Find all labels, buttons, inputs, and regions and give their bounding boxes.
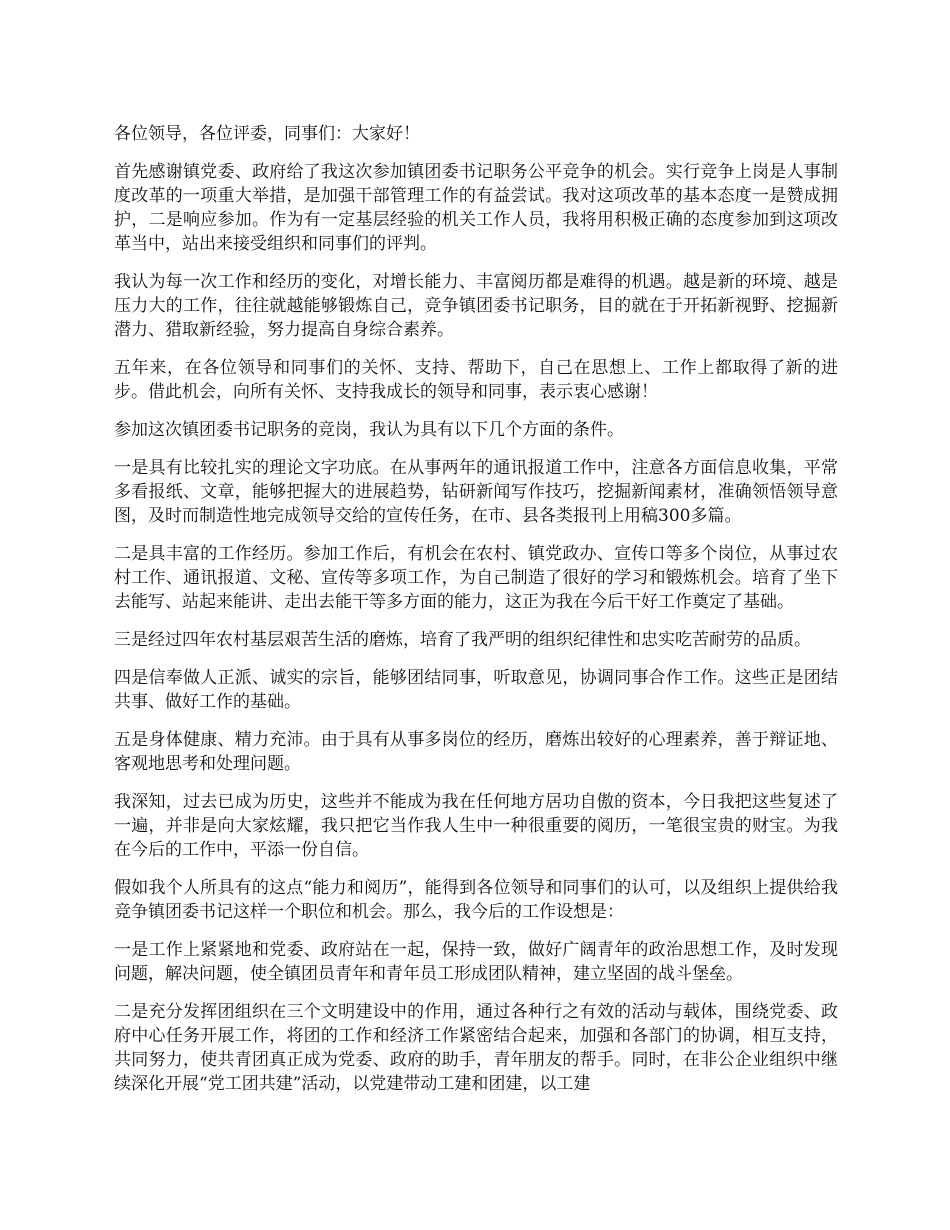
paragraph-condition-five: 五是身体健康、精力充沛。由于具有从事多岗位的经历，磨炼出较好的心理素养，善于辩证地、客观地思考和处理问题。	[114, 730, 838, 774]
paragraph-condition-three: 三是经过四年农村基层艰苦生活的磨炼，培育了我严明的组织纪律性和忠实吃苦耐劳的品质。	[114, 630, 811, 650]
paragraph-plan-one: 一是工作上紧紧地和党委、政府站在一起，保持一致，做好广阔青年的政治思想工作，及时发现问题，解决问题，使全镇团员青年和青年员工形成团队精神，建立坚固的战斗堡垒。	[114, 940, 838, 984]
paragraph-plans-intro: 假如我个人所具有的这点“能力和阅历”，能得到各位领导和同事们的认可，以及组织上提供给我竞争镇团委书记这样一个职位和机会。那么，我今后的工作设想是：	[114, 878, 838, 922]
paragraph-condition-one: 一是具有比较扎实的理论文字功底。在从事两年的通讯报道工作中，注意各方面信息收集，平常多看报纸、文章，能够把握大的进展趋势，钻研新闻写作技巧，挖掘新闻素材，准确领悟领导意图，及时而制造性地完成领导交给的宣传任务，在市、县各类报刊上用稿300多篇。	[114, 458, 838, 526]
paragraph-five-years: 五年来，在各位领导和同事们的关怀、支持、帮助下，自己在思想上、工作上都取得了新的进步。借此机会，向所有关怀、支持我成长的领导和同事，表示衷心感谢！	[114, 358, 838, 402]
paragraph-condition-four: 四是信奉做人正派、诚实的宗旨，能够团结同事，听取意见，协调同事合作工作。这些正是团结共事、做好工作的基础。	[114, 668, 838, 712]
paragraph-opportunity: 我认为每一次工作和经历的变化，对增长能力、丰富阅历都是难得的机遇。越是新的环境、越是压力大的工作，往往就越能够锻炼自己，竞争镇团委书记职务，目的就在于开拓新视野、挖掘新潜力、猎取新经验，努力提高自身综合素养。	[114, 272, 838, 340]
speech-document	[114, 122, 838, 1110]
paragraph-condition-two: 二是具丰富的工作经历。参加工作后，有机会在农村、镇党政办、宣传口等多个岗位，从事过农村工作、通讯报道、文秘、宣传等多项工作，为自己制造了很好的学习和锻炼机会。培育了坐下去能写、站起来能讲、走出去能干等多方面的能力，这正为我在今后干好工作奠定了基础。	[114, 544, 838, 612]
paragraph-conditions-intro: 参加这次镇团委书记职务的竞岗，我认为具有以下几个方面的条件。	[114, 420, 624, 440]
paragraph-plan-two: 二是充分发挥团组织在三个文明建设中的作用，通过各种行之有效的活动与载体，围绕党委、政府中心任务开展工作，将团的工作和经济工作紧密结合起来，加强和各部门的协调，相互支持，共同努力，使共青团真正成为党委、政府的助手，青年朋友的帮手。同时，在非公企业组织中继续深化开展“党工团共建”活动，以党建带动工建和团建，以工建	[114, 1002, 838, 1094]
paragraph-reflection: 我深知，过去已成为历史，这些并不能成为我在任何地方居功自傲的资本，今日我把这些复述了一遍，并非是向大家炫耀，我只把它当作我人生中一种很重要的阅历，一笔很宝贵的财宝。为我在今后的工作中，平添一份自信。	[114, 792, 838, 860]
paragraph-gratitude-reform: 首先感谢镇党委、政府给了我这次参加镇团委书记职务公平竞争的机会。实行竞争上岗是人事制度改革的一项重大举措，是加强干部管理工作的有益尝试。我对这项改革的基本态度一是赞成拥护，二是响应参加。作为有一定基层经验的机关工作人员，我将用积极正确的态度参加到这项改革当中，站出来接受组织和同事们的评判。	[114, 162, 838, 254]
greeting-paragraph: 各位领导，各位评委，同事们：大家好！	[114, 124, 420, 144]
